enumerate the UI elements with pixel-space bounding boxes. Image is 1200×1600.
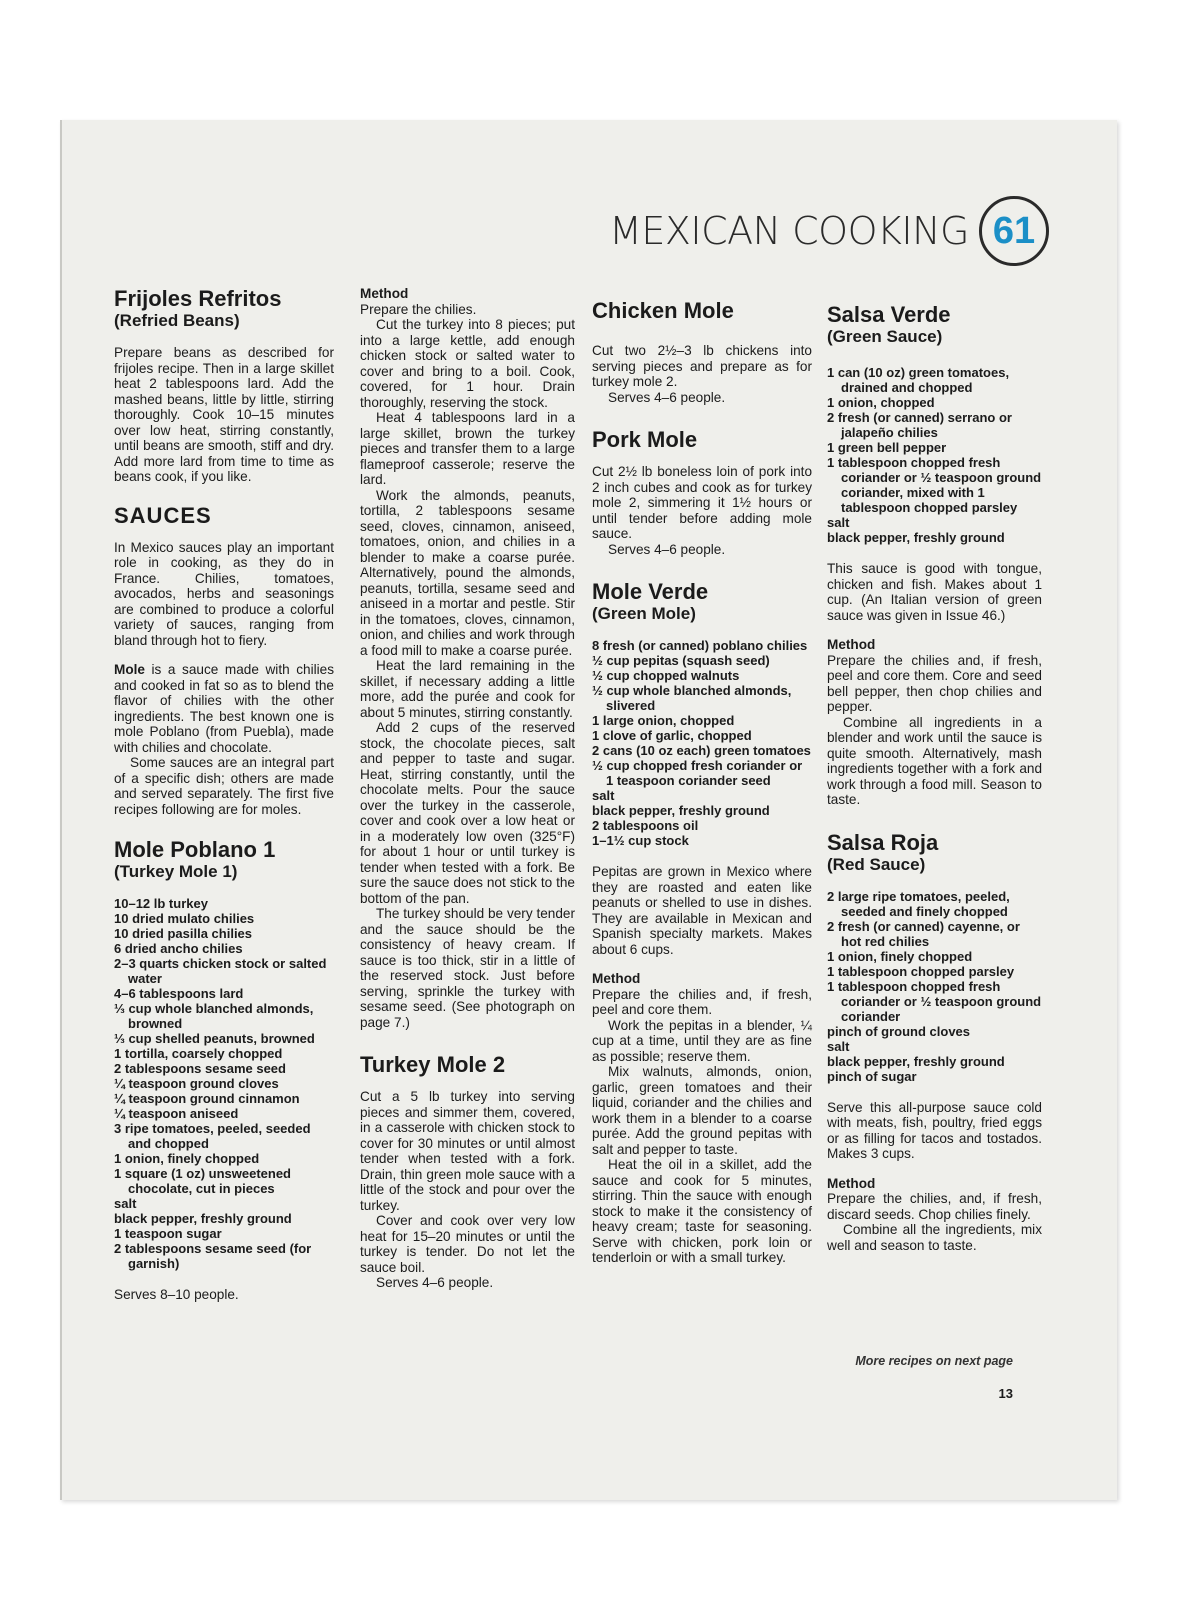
ingredient: ⅓ cup whole blanched almonds, browned: [114, 1001, 314, 1031]
ingredient: 10 dried pasilla chilies: [114, 926, 253, 941]
ingredient: 8 fresh (or canned) poblano chilies: [592, 638, 808, 653]
ingredient: 2 tablespoons oil: [592, 818, 699, 833]
method-step: Cut the turkey into 8 pieces; put into a large kettle, add enough chicken stock or salted water to cover and bring to a boil. Cook, covered, for 1 hour. Drain thoroughly, reserving the stock.: [360, 317, 575, 410]
ingredient: 1 clove of garlic, chopped: [592, 728, 752, 743]
ingredient: 1 tortilla, coarsely chopped: [114, 1046, 283, 1061]
ingredient: black pepper, freshly ground: [827, 1053, 1005, 1069]
method-step: Add 2 cups of the reserved stock, the chocolate pieces, salt and pepper to taste and sugar. Heat, stirring constantly, until the chocolate melts. Pour the sauce over the turkey in the casserole, cover and cook over a low heat or in a moderately low oven (325°F) for about 1 hour or until turkey is tender when tested with a fork. Be sure the sauce does not stick to the bottom of the pan.: [360, 720, 575, 906]
paragraph: Cut two 2½–3 lb chickens into serving pieces and prepare as for turkey mole 2.: [592, 343, 812, 389]
paragraph: In Mexico sauces play an important role in cooking, as they do in France. Chilies, tomatoes, avocados, herbs and seasonings are combined to produce a colorful variety of sauces, ranging from bland through hot to fiery.: [114, 539, 334, 648]
ingredient: 1 can (10 oz) green tomatoes, drained and chopped: [827, 365, 1010, 395]
paragraph: Some sauces are an integral part of a specific dish; others are made and served separately. The first five recipes following are for moles.: [114, 755, 334, 817]
paragraph: Cover and cook over very low heat for 15–20 minutes or until the turkey is tender. Do not let the sauce boil.: [360, 1213, 575, 1275]
recipe-title: Mole Verde: [592, 579, 709, 604]
method-step: Prepare the chilies and, if fresh, peel and core them.: [592, 986, 812, 1017]
recipe-title: Chicken Mole: [592, 298, 734, 323]
ingredient: 10 dried mulato chilies: [114, 911, 255, 926]
ingredient: 6 dried ancho chilies: [114, 941, 243, 956]
ingredients-list: [827, 889, 1042, 1084]
issue-number-badge: 61: [979, 196, 1049, 266]
method-step: Work the almonds, peanuts, tortilla, 2 tablespoons sesame seed, cloves, cinnamon, aniseed, tomatoes, onion, and chilies in a blender to make a coarse purée. Alternatively, pound the almonds, peanuts, tortilla, sesame seed and aniseed in a mortar and pestle. Stir in the tomatoes, cloves, cinnamon, onion, and chilies and work through a food mill to make a coarse purée.: [360, 487, 575, 658]
paragraph: This sauce is good with tongue, chicken and fish. Makes about 1 cup. (An Italian version of green sauce was given in Issue 46.): [827, 561, 1042, 623]
method-step: Work the pepitas in a blender, ¼ cup at a time, until they are as fine as possible; reserve them.: [592, 1017, 812, 1064]
method-step: Heat 4 tablespoons lard in a large skillet, brown the turkey pieces and transfer them to a large flameproof casserole; reserve the lard.: [360, 410, 575, 487]
recipe-title: Salsa Verde: [827, 302, 951, 327]
ingredient: 1 tablespoon chopped fresh coriander or ½ teaspoon ground coriander: [827, 978, 1042, 1024]
column-1: [114, 286, 334, 1317]
ingredient: ½ cup pepitas (squash seed): [592, 653, 770, 668]
ingredient: 1 green bell pepper: [827, 440, 947, 455]
column-2: [360, 286, 575, 1291]
ingredient: 1 onion, finely chopped: [827, 948, 973, 964]
ingredient: 1–1½ cup stock: [592, 833, 689, 848]
ingredient: 1 square (1 oz) unsweetened chocolate, cut in pieces: [114, 1166, 291, 1196]
section-heading: SAUCES: [114, 502, 212, 528]
ingredient: salt: [592, 788, 615, 803]
method-step: The turkey should be very tender and the sauce should be the consistency of heavy cream. If sauce is too thick, stir in a little of the reserved stock. Just before serving, sprinkle the turkey with sesame seed. (See photograph on page 7.): [360, 906, 575, 1030]
ingredient: 1 onion, finely chopped: [114, 1151, 260, 1166]
ingredient: ¼ teaspoon aniseed: [114, 1106, 239, 1121]
method-label: Method: [827, 1175, 876, 1191]
page-header: [609, 196, 1049, 266]
method-label: Method: [360, 286, 409, 301]
ingredient: salt: [114, 1196, 137, 1211]
paragraph: Cut 2½ lb boneless loin of pork into 2 inch cubes and cook as for turkey mole 2, simmering it 1½ hours or until tender before adding mole sauce.: [592, 464, 812, 541]
ingredient: 2–3 quarts chicken stock or salted water: [114, 956, 327, 986]
serves-text: Serves 8–10 people.: [114, 1287, 239, 1302]
method-step: Combine all the ingredients, mix well and season to taste.: [827, 1222, 1042, 1253]
ingredients-list: [114, 896, 334, 1271]
serves-text: Serves 4–6 people.: [608, 541, 726, 557]
recipe-text: Prepare beans as described for frijoles recipe. Then in a large skillet heat 2 tablespoons lard. Add the mashed beans, little by little, stirring thoroughly. Cook 10–15 minutes over low heat, stirring constantly, until beans are smooth, stiff and dry. Add more lard from time to time as beans cook, if you like.: [114, 345, 334, 484]
recipe-title: Pork Mole: [592, 427, 698, 452]
column-3: [592, 286, 812, 1266]
ingredient: 10–12 lb turkey: [114, 896, 208, 911]
method-step: Heat the lard remaining in the skillet, if necessary adding a little more, add the purée and cook for about 5 minutes, stirring constantly.: [360, 658, 575, 720]
ingredient: 4–6 tablespoons lard: [114, 986, 244, 1001]
method-step: Combine all ingredients in a blender and work until the sauce is quite smooth. Alternatively, mash ingredients together with a fork and work through a food mill. Season to taste.: [827, 714, 1042, 807]
more-recipes-note: More recipes on next page: [855, 1354, 1013, 1368]
ingredient: ½ cup chopped fresh coriander or 1 teaspoon coriander seed: [592, 758, 803, 788]
page-number: 13: [998, 1386, 1013, 1401]
method-label: Method: [592, 971, 641, 986]
recipe-title: Mole Poblano 1: [114, 837, 276, 862]
ingredient: 2 fresh (or canned) cayenne, or hot red chilies: [827, 918, 1020, 949]
method-step: Prepare the chilies, and, if fresh, discard seeds. Chop chilies finely.: [827, 1191, 1042, 1222]
ingredient: 1 onion, chopped: [827, 395, 935, 410]
recipe-title: Salsa Roja: [827, 829, 939, 855]
magazine-page: [60, 120, 1117, 1500]
ingredient: 2 fresh (or canned) serrano or jalapeño chilies: [827, 410, 1012, 440]
recipe-subtitle: (Green Sauce): [827, 327, 943, 346]
ingredient: black pepper, freshly ground: [114, 1211, 292, 1226]
ingredient: black pepper, freshly ground: [592, 803, 770, 818]
method-step: Prepare the chilies and, if fresh, peel and core them. Core and seed bell pepper, then chop chilies and pepper.: [827, 652, 1042, 714]
method-step: Prepare the chilies.: [360, 301, 477, 317]
ingredient: ½ cup chopped walnuts: [592, 668, 740, 683]
ingredient: 2 tablespoons sesame seed (for garnish): [114, 1241, 312, 1271]
ingredients-list: [592, 638, 812, 848]
recipe-subtitle: (Green Mole): [592, 604, 696, 623]
ingredient: salt: [827, 1038, 850, 1054]
ingredients-list: [827, 365, 1042, 545]
serves-text: Serves 4–6 people.: [608, 389, 726, 405]
bold-term: Mole: [114, 662, 145, 677]
ingredient: black pepper, freshly ground: [827, 530, 1005, 545]
ingredient: 1 tablespoon chopped fresh coriander or ½ teaspoon ground coriander, mixed with 1 tablespoon chopped parsley: [827, 455, 1042, 515]
ingredient: 1 tablespoon chopped parsley: [827, 963, 1015, 979]
ingredient: 2 large ripe tomatoes, peeled, seeded and finely chopped: [827, 888, 1010, 919]
ingredient: ½ cup whole blanched almonds, slivered: [592, 683, 792, 713]
column-4: [827, 286, 1042, 1253]
recipe-subtitle: (Red Sauce): [827, 854, 926, 874]
serves-text: Serves 4–6 people.: [376, 1275, 494, 1290]
method-label: Method: [827, 637, 876, 652]
ingredient: 1 teaspoon sugar: [114, 1226, 222, 1241]
method-step: Heat the oil in a skillet, add the sauce and cook for 5 minutes, stirring. Thin the sauce with enough stock to make it the consistency of heavy cream; taste for seasoning. Serve with chicken, pork loin or tenderloin or with a small turkey.: [592, 1157, 812, 1265]
ingredient: 3 ripe tomatoes, peeled, seeded and chopped: [114, 1121, 311, 1151]
paragraph: Serve this all-purpose sauce cold with meats, fish, poultry, fried eggs or as filling for tacos and tostados. Makes 3 cups.: [827, 1099, 1042, 1161]
recipe-subtitle: (Refried Beans): [114, 311, 240, 330]
paragraph: Mole is a sauce made with chilies and cooked in fat so as to blend the flavor of chilies with the other ingredients. The best known one is mole Poblano (from Puebla), made with chilies and chocolate.: [114, 662, 334, 755]
ingredient: ⅓ cup shelled peanuts, browned: [114, 1031, 315, 1046]
ingredient: ¼ teaspoon ground cloves: [114, 1076, 279, 1091]
ingredient: salt: [827, 515, 850, 530]
recipe-title: Frijoles Refritos: [114, 286, 282, 311]
ingredient: ¼ teaspoon ground cinnamon: [114, 1091, 300, 1106]
paragraph: Cut a 5 lb turkey into serving pieces and simmer them, covered, in a casserole with chicken stock to cover for 30 minutes or until almost tender when tested with a fork. Drain, thin green mole sauce with a little of the stock and pour over the turkey.: [360, 1089, 575, 1213]
recipe-subtitle: (Turkey Mole 1): [114, 862, 238, 881]
ingredient: 2 tablespoons sesame seed: [114, 1061, 286, 1076]
ingredient: 2 cans (10 oz each) green tomatoes: [592, 743, 811, 758]
ingredient: pinch of ground cloves: [827, 1023, 971, 1039]
paragraph: Pepitas are grown in Mexico where they are roasted and eaten like peanuts or shelled to use in dishes. They are available in Mexican and Spanish specialty markets. Makes about 6 cups.: [592, 864, 812, 957]
section-title: MEXICAN COOKING: [609, 209, 969, 253]
recipe-title: Turkey Mole 2: [360, 1052, 506, 1077]
ingredient: pinch of sugar: [827, 1068, 917, 1084]
ingredient: 1 large onion, chopped: [592, 713, 735, 728]
method-step: Mix walnuts, almonds, onion, garlic, green tomatoes and their liquid, coriander and the chilies and work them in a blender to a coarse purée. Add the ground pepitas with salt and pepper to taste.: [592, 1064, 812, 1157]
